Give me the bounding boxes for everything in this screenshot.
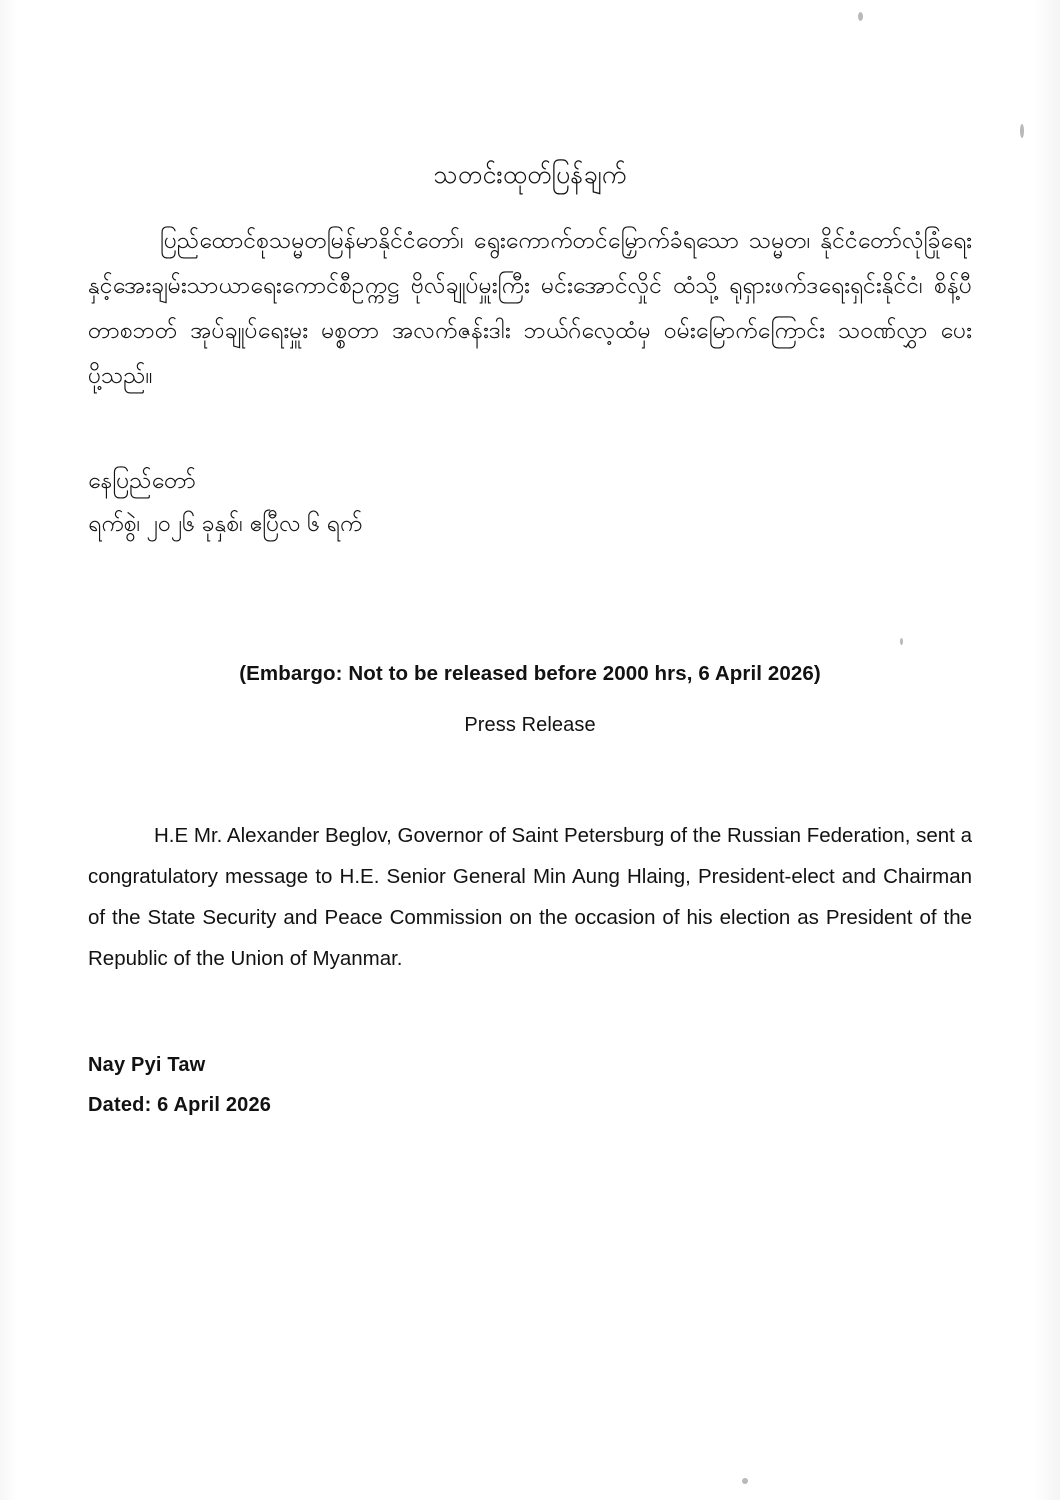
english-dated: Dated: 6 April 2026: [88, 1094, 272, 1117]
english-footer: [88, 1045, 972, 1125]
burmese-title: သတင်းထုတ်ပြန်ချက်: [433, 161, 627, 189]
english-place: Nay Pyi Taw: [88, 1054, 206, 1077]
embargo-notice: (Embargo: Not to be released before 2000 hrs, 6 April 2026): [239, 662, 821, 686]
scan-speck: [1020, 124, 1024, 138]
scan-edge-shading-left: [0, 0, 18, 1500]
burmese-place: နေပြည်တော်: [88, 467, 196, 494]
scan-edge-shading-right: [1034, 0, 1060, 1500]
burmese-date: ရက်စွဲ၊ ၂၀၂၆ ခုနှစ်၊ ဧပြီလ ၆ ရက်: [88, 509, 363, 536]
english-body-text: H.E Mr. Alexander Beglov, Governor of Saint Petersburg of the Russian Federation, sent a congratulatory message to H.E. Senior General Min Aung Hlaing, President-elect and Chairman of the State Security and Peace Commission on the occasion of his election as President of the Republic of the Union of Myanmar.: [88, 824, 972, 971]
burmese-body-paragraph: [88, 218, 972, 397]
press-release-heading: Press Release: [464, 714, 596, 737]
scan-speck: [742, 1478, 748, 1484]
burmese-body-text: ပြည်ထောင်စုသမ္မတမြန်မာနိုင်ငံတော်၊ ရွေးကောက်တင်မြှောက်ခံရသော သမ္မတ၊ နိုင်ငံတော်လုံခြုံရေးနှင့်အေးချမ်းသာယာရေးကောင်စီဥက္ကဋ္ဌ ဗိုလ်ချုပ်မှူးကြီး မင်းအောင်လှိုင် ထံသို့ ရုရှားဖက်ဒရေးရှင်းနိုင်ငံ၊ စိန့်ပီတာစဘတ် အုပ်ချုပ်ရေးမှူး မစ္စတာ အလက်ဇန်းဒါး ဘယ်ဂ်လေ့ထံမှ ဝမ်းမြောက်ကြောင်း သဝဏ်လွှာ ပေးပို့သည်။: [88, 227, 972, 388]
document-content: [88, 0, 972, 1125]
english-body-paragraph: [88, 815, 972, 979]
